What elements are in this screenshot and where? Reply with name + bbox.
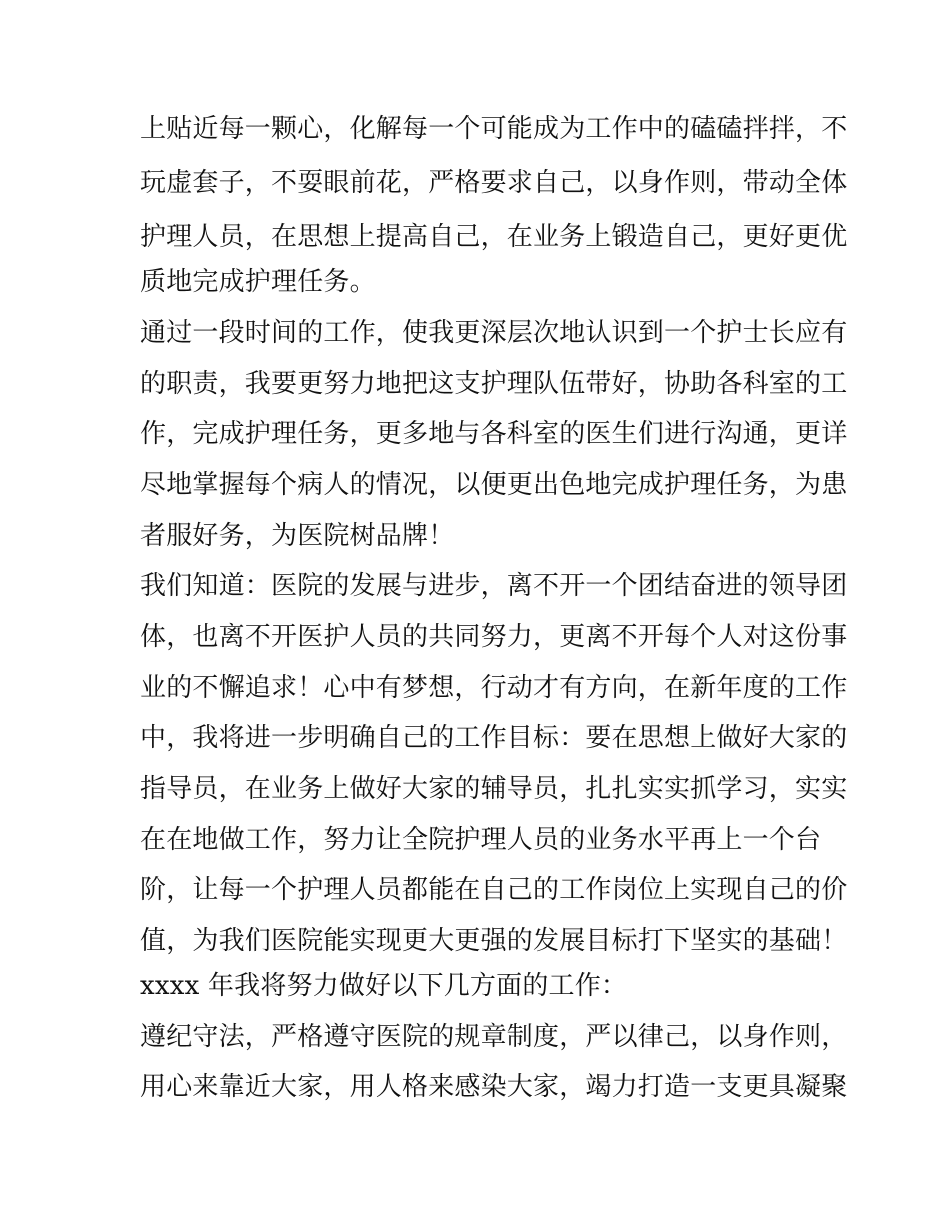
text-line: 者服好务，为医院树品牌！ <box>140 521 455 551</box>
text-line: 尽地掌握每个病人的情况，以便更出色地完成护理任务，为患 <box>140 470 848 500</box>
text-line: 阶，让每一个护理人员都能在自己的工作岗位上实现自己的价 <box>140 875 848 905</box>
text-line: 上贴近每一颗心，化解每一个可能成为工作中的磕磕拌拌，不 <box>140 114 848 144</box>
text-line: 值，为我们医院能实现更大更强的发展目标打下坚实的基础！ <box>140 926 848 956</box>
text-line: 遵纪守法，严格遵守医院的规章制度，严以律己，以身作则， <box>140 1022 848 1052</box>
text-line: 用心来靠近大家，用人格来感染大家，竭力打造一支更具凝聚 <box>140 1072 848 1102</box>
text-line: 质地完成护理任务。 <box>140 267 376 297</box>
text-line: 的职责，我要更努力地把这支护理队伍带好，协助各科室的工 <box>140 369 848 399</box>
text-line: 指导员，在业务上做好大家的辅导员，扎扎实实抓学习，实实 <box>140 774 848 804</box>
text-line: 业的不懈追求！心中有梦想，行动才有方向，在新年度的工作 <box>140 673 848 703</box>
text-line: 玩虚套子，不耍眼前花，严格要求自己，以身作则，带动全体 <box>140 168 848 198</box>
text-line: 作，完成护理任务，更多地与各科室的医生们进行沟通，更详 <box>140 419 848 449</box>
text-line: 中，我将进一步明确自己的工作目标：要在思想上做好大家的 <box>140 723 848 753</box>
text-line: 体，也离不开医护人员的共同努力，更离不开每个人对这份事 <box>140 622 848 652</box>
text-line: 我们知道：医院的发展与进步，离不开一个团结奋进的领导团 <box>140 571 848 601</box>
text-line: 通过一段时间的工作，使我更深层次地认识到一个护士长应有 <box>140 318 848 348</box>
text-line: xxxx 年我将努力做好以下几方面的工作： <box>140 971 628 1001</box>
text-line: 护理人员，在思想上提高自己，在业务上锻造自己，更好更优 <box>140 222 848 252</box>
text-line: 在在地做工作，努力让全院护理人员的业务水平再上一个台 <box>140 825 822 855</box>
